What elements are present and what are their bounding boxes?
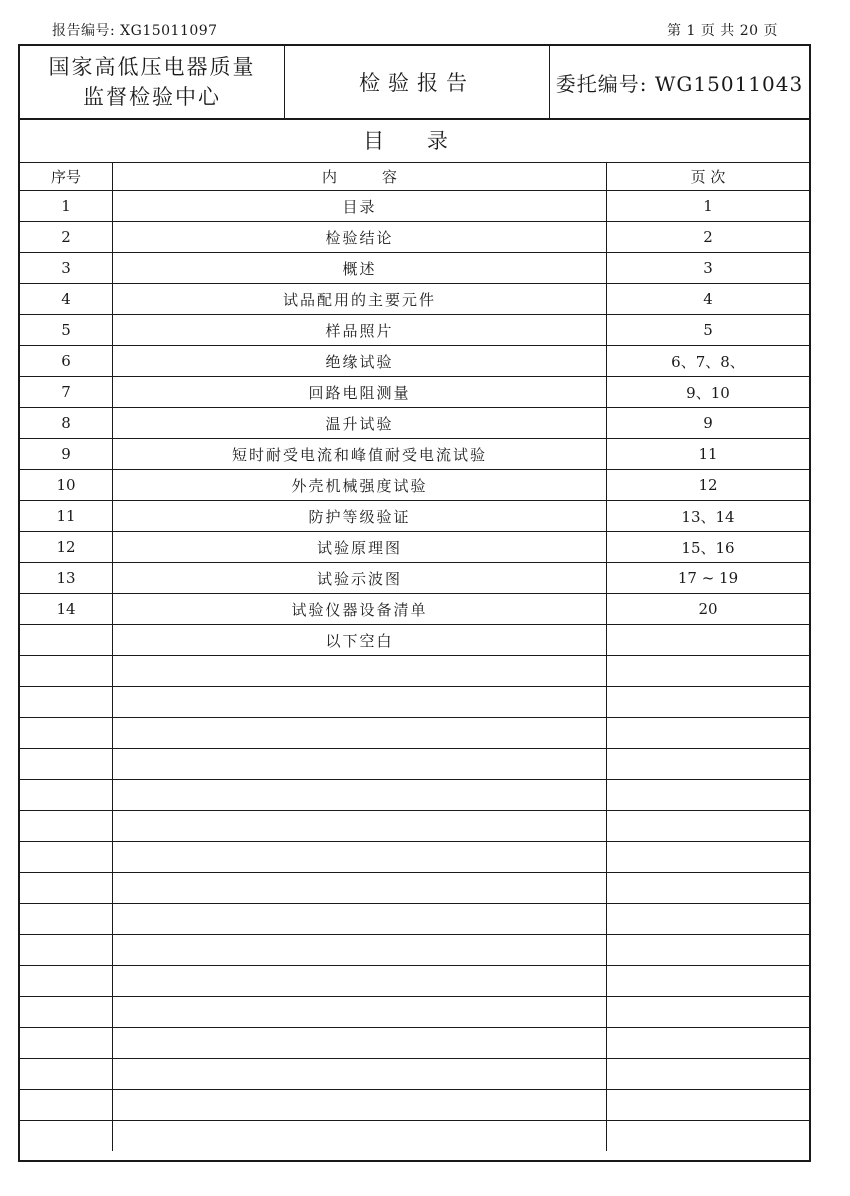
- row-content: 概述: [113, 253, 607, 284]
- blank-row: [20, 811, 809, 842]
- blank-cell: [607, 1121, 810, 1152]
- blank-row: [20, 656, 809, 687]
- blank-cell: [20, 1059, 113, 1090]
- row-pages: 2: [607, 222, 810, 253]
- row-pages: 3: [607, 253, 810, 284]
- blank-row: [20, 1121, 809, 1152]
- column-header-content: 内 容: [321, 167, 397, 186]
- blank-row: [20, 749, 809, 780]
- blank-cell: [113, 1059, 607, 1090]
- row-content: 检验结论: [113, 222, 607, 253]
- blank-cell: [20, 780, 113, 811]
- row-pages: 20: [607, 594, 810, 625]
- blank-cell: [113, 997, 607, 1028]
- row-content: 外壳机械强度试验: [113, 470, 607, 501]
- report-sheet: [18, 44, 811, 1162]
- row-number: 11: [20, 501, 113, 532]
- row-number: 9: [20, 439, 113, 470]
- table-row: [20, 532, 809, 563]
- row-pages: 9: [607, 408, 810, 439]
- toc-title: 目 录: [20, 118, 809, 163]
- row-number: [20, 625, 113, 656]
- blank-row: [20, 780, 809, 811]
- row-pages: 6、7、8、: [607, 346, 810, 377]
- row-content: 目录: [113, 191, 607, 222]
- row-number: 13: [20, 563, 113, 594]
- row-number: 7: [20, 377, 113, 408]
- blank-row: [20, 966, 809, 997]
- blank-cell: [113, 749, 607, 780]
- row-number: 12: [20, 532, 113, 563]
- row-content: 试验原理图: [113, 532, 607, 563]
- blank-cell: [113, 718, 607, 749]
- table-row: [20, 191, 809, 222]
- title-block: [20, 46, 809, 120]
- blank-row: [20, 935, 809, 966]
- row-pages: [607, 625, 810, 656]
- blank-cell: [20, 966, 113, 997]
- row-pages: 17 ~ 19: [607, 563, 810, 594]
- row-content: 以下空白: [113, 625, 607, 656]
- column-header-no: 序号: [20, 162, 113, 191]
- table-row: [20, 470, 809, 501]
- table-row: [20, 253, 809, 284]
- row-pages: 1: [607, 191, 810, 222]
- blank-row: [20, 1028, 809, 1059]
- blank-row: [20, 842, 809, 873]
- blank-cell: [607, 687, 810, 718]
- blank-cell: [607, 811, 810, 842]
- row-number: 4: [20, 284, 113, 315]
- blank-row: [20, 718, 809, 749]
- table-row: [20, 346, 809, 377]
- row-number: 8: [20, 408, 113, 439]
- blank-cell: [607, 1090, 810, 1121]
- blank-row: [20, 873, 809, 904]
- table-row: [20, 222, 809, 253]
- table-row: [20, 594, 809, 625]
- document-title: 检验报告: [285, 46, 550, 118]
- blank-cell: [20, 997, 113, 1028]
- blank-row: [20, 1059, 809, 1090]
- row-pages: 13、14: [607, 501, 810, 532]
- table-row: [20, 315, 809, 346]
- row-number: 1: [20, 191, 113, 222]
- blank-cell: [607, 842, 810, 873]
- row-number: 14: [20, 594, 113, 625]
- blank-cell: [607, 966, 810, 997]
- row-pages: 4: [607, 284, 810, 315]
- blank-cell: [607, 780, 810, 811]
- row-pages: 15、16: [607, 532, 810, 563]
- org-name-line2: 监督检验中心: [83, 85, 221, 109]
- blank-cell: [20, 749, 113, 780]
- blank-cell: [113, 687, 607, 718]
- table-row: [20, 625, 809, 656]
- page-indicator: 第 1 页 共 20 页: [667, 23, 778, 39]
- table-row: [20, 284, 809, 315]
- blank-cell: [607, 1028, 810, 1059]
- row-content: 试品配用的主要元件: [113, 284, 607, 315]
- row-number: 5: [20, 315, 113, 346]
- toc-header-row: [20, 162, 809, 191]
- blank-row: [20, 1090, 809, 1121]
- row-pages: 9、10: [607, 377, 810, 408]
- blank-cell: [607, 873, 810, 904]
- blank-cell: [20, 718, 113, 749]
- column-header-pages: 页 次: [607, 162, 810, 191]
- table-row: [20, 563, 809, 594]
- row-number: 10: [20, 470, 113, 501]
- blank-cell: [113, 873, 607, 904]
- row-content: 样品照片: [113, 315, 607, 346]
- blank-cell: [20, 873, 113, 904]
- table-row: [20, 408, 809, 439]
- row-number: 3: [20, 253, 113, 284]
- blank-cell: [20, 1028, 113, 1059]
- blank-row: [20, 997, 809, 1028]
- blank-cell: [113, 656, 607, 687]
- blank-cell: [113, 1028, 607, 1059]
- row-content: 短时耐受电流和峰值耐受电流试验: [113, 439, 607, 470]
- blank-cell: [20, 687, 113, 718]
- entrust-number: 委托编号: WG15011043: [555, 71, 804, 96]
- row-number: 2: [20, 222, 113, 253]
- row-pages: 11: [607, 439, 810, 470]
- report-number: 报告编号: XG15011097: [52, 23, 218, 39]
- blank-cell: [607, 997, 810, 1028]
- blank-cell: [20, 935, 113, 966]
- table-row: [20, 377, 809, 408]
- row-content: 防护等级验证: [113, 501, 607, 532]
- blank-cell: [607, 1059, 810, 1090]
- blank-cell: [113, 842, 607, 873]
- row-pages: 5: [607, 315, 810, 346]
- row-content: 试验示波图: [113, 563, 607, 594]
- blank-cell: [113, 935, 607, 966]
- blank-cell: [20, 1090, 113, 1121]
- blank-cell: [113, 1090, 607, 1121]
- blank-cell: [113, 904, 607, 935]
- blank-cell: [20, 811, 113, 842]
- row-pages: 12: [607, 470, 810, 501]
- toc-table: [20, 162, 809, 1151]
- blank-cell: [20, 656, 113, 687]
- organization-cell: [20, 46, 285, 118]
- blank-cell: [113, 811, 607, 842]
- row-content: 回路电阻测量: [113, 377, 607, 408]
- row-content: 试验仪器设备清单: [113, 594, 607, 625]
- blank-cell: [607, 935, 810, 966]
- blank-cell: [20, 1121, 113, 1152]
- row-number: 6: [20, 346, 113, 377]
- blank-cell: [113, 780, 607, 811]
- blank-cell: [607, 656, 810, 687]
- blank-cell: [113, 966, 607, 997]
- blank-cell: [113, 1121, 607, 1152]
- blank-cell: [20, 842, 113, 873]
- org-name-line1: 国家高低压电器质量: [48, 55, 256, 79]
- row-content: 绝缘试验: [113, 346, 607, 377]
- blank-cell: [607, 718, 810, 749]
- blank-row: [20, 904, 809, 935]
- blank-cell: [607, 904, 810, 935]
- blank-cell: [607, 749, 810, 780]
- blank-row: [20, 687, 809, 718]
- row-content: 温升试验: [113, 408, 607, 439]
- table-row: [20, 439, 809, 470]
- table-row: [20, 501, 809, 532]
- blank-cell: [20, 904, 113, 935]
